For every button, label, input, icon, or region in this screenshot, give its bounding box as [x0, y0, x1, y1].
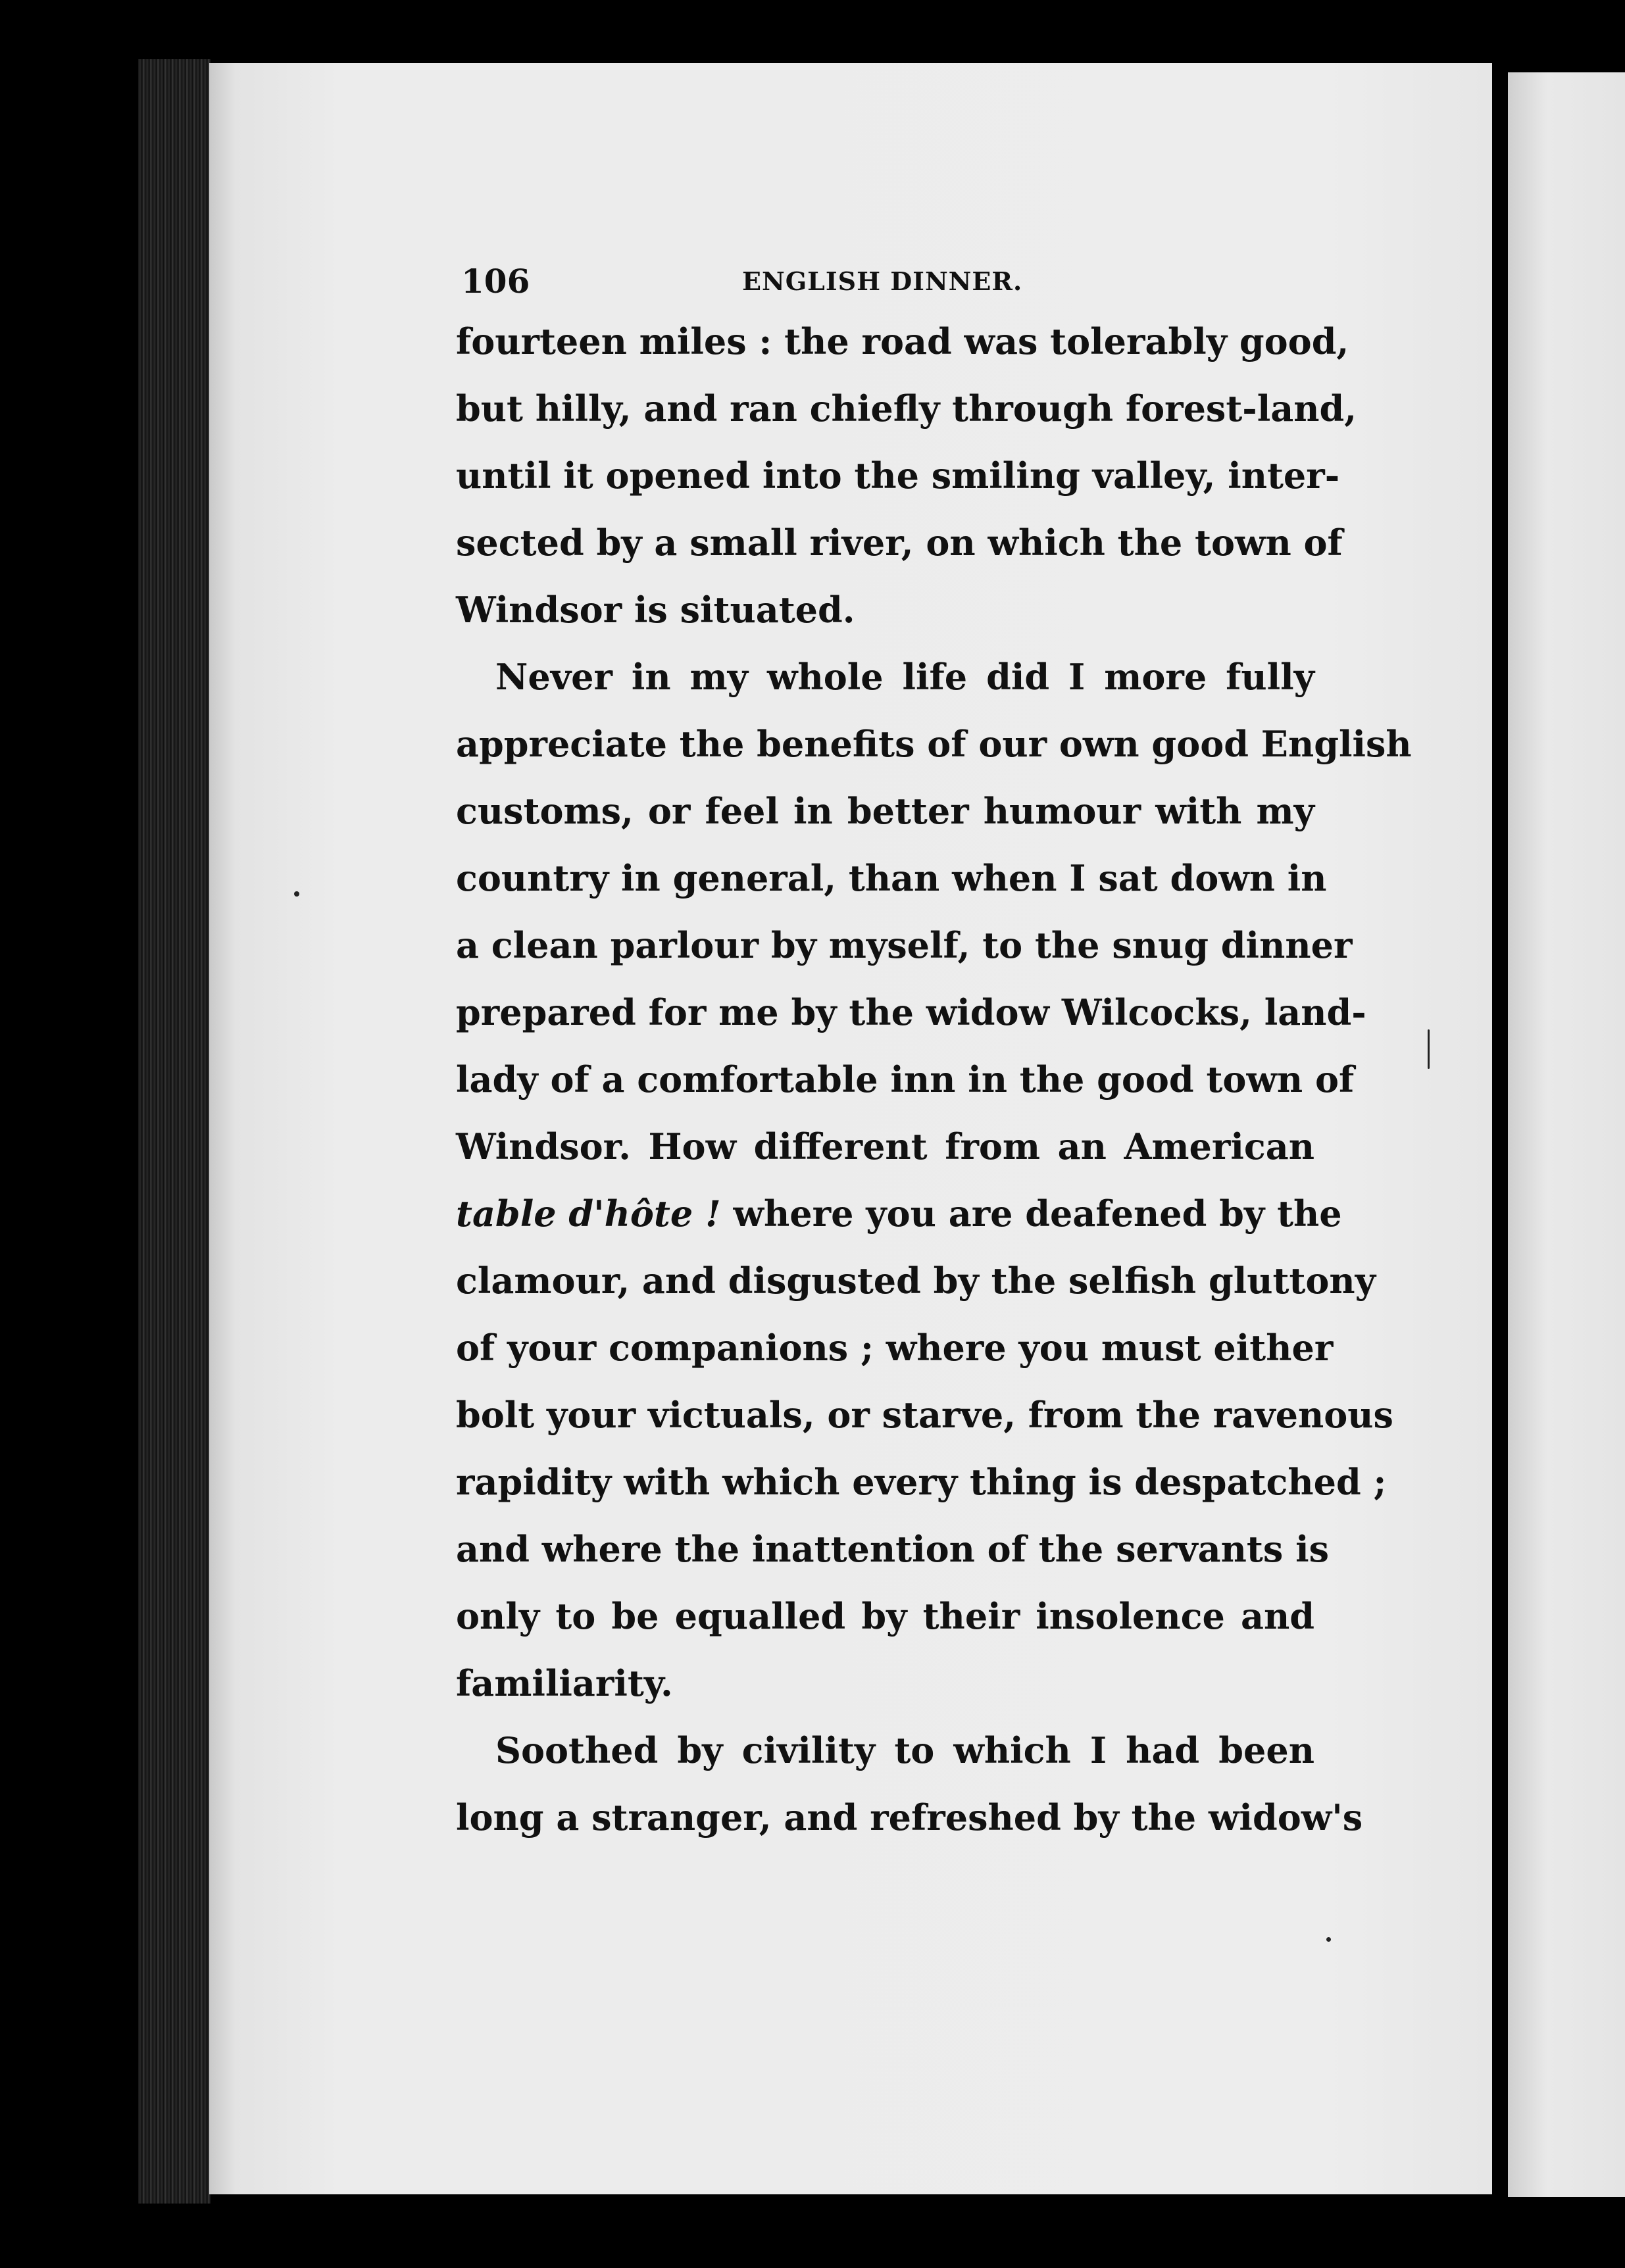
speck-mark [294, 891, 299, 897]
facing-page-edge [1508, 72, 1625, 2197]
text-line: and where the inattention of the servants is [456, 1528, 1329, 1570]
speck-mark [1428, 1029, 1430, 1069]
text-line: lady of a comfortable inn in the good town of [456, 1058, 1355, 1100]
text-line: Windsor is situated. [456, 589, 855, 631]
text-line: country in general, than when I sat down in [456, 857, 1327, 899]
text-line: long a stranger, and refreshed by the widow's [456, 1796, 1363, 1838]
text-line: appreciate the benefits of our own good English [456, 723, 1412, 765]
text-line: fourteen miles : the road was tolerably good, [456, 320, 1349, 362]
text-line [456, 1180, 1342, 1247]
text-line: only to be equalled by their insolence and [456, 1595, 1314, 1637]
speck-mark [1326, 1937, 1331, 1942]
text-line: a clean parlour by myself, to the snug dinner [456, 924, 1353, 966]
text-line: bolt your victuals, or starve, from the ravenous [456, 1394, 1393, 1436]
text-line: Never in my whole life did I more fully [495, 656, 1314, 698]
running-head [456, 255, 1314, 308]
text-line: until it opened into the smiling valley, inter- [456, 455, 1340, 497]
text-line: sected by a small river, on which the town of [456, 522, 1343, 564]
text-line: Windsor. How different from an American [456, 1125, 1314, 1168]
text-line: prepared for me by the widow Wilcocks, land- [456, 991, 1366, 1033]
book-spine-edge [138, 59, 211, 2204]
page-number: 106 [461, 262, 530, 301]
text-line: clamour, and disgusted by the selfish gluttony [456, 1260, 1376, 1302]
text-line-rest: where you are deafened by the [720, 1193, 1342, 1235]
italic-phrase: table d'hôte ! [456, 1193, 721, 1235]
text-line: but hilly, and ran chiefly through forest-land, [456, 387, 1357, 430]
text-line: of your companions ; where you must either [456, 1327, 1334, 1369]
text-line: customs, or feel in better humour with my [456, 790, 1314, 832]
text-block [456, 255, 1412, 1851]
chapter-title: ENGLISH DINNER. [742, 266, 1023, 296]
text-line: Soothed by civility to which I had been [495, 1729, 1314, 1771]
text-line: familiarity. [456, 1662, 673, 1704]
text-line: rapidity with which every thing is despatched ; [456, 1461, 1387, 1503]
